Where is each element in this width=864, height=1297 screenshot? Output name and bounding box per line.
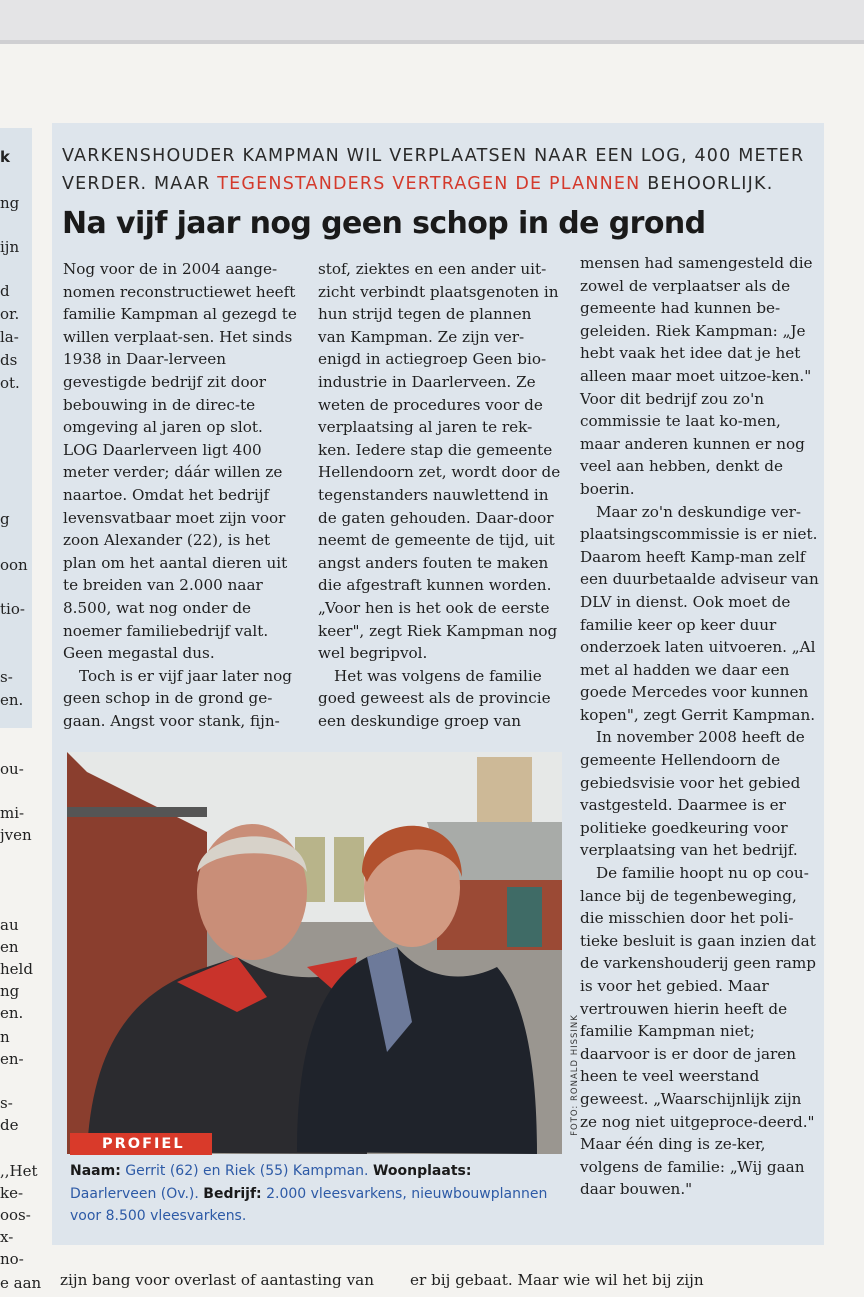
fragment-line: ng <box>0 194 20 212</box>
previous-article-box-fragment <box>0 128 32 728</box>
paragraph: Toch is er vijf jaar later nog geen schop in de grond ge-gaan. Angst voor stank, fijn- <box>63 666 293 730</box>
article-column-3 <box>580 252 820 1201</box>
paragraph: In november 2008 heeft de gemeente Hellendoorn de gebiedsvisie voor het gebied vastgesteld. Daarmee is er politieke goedkeuring voor verplaatsing van het bedrijf. <box>580 728 805 860</box>
caption-company-label: Bedrijf: <box>203 1185 262 1202</box>
kicker-highlight: TEGENSTANDERS VERTRAGEN DE PLANNEN <box>217 174 641 194</box>
portrait-photo <box>67 752 562 1154</box>
fragment-line: oos- <box>0 1206 31 1224</box>
fragment-line: ds <box>0 351 18 369</box>
fragment-line: ng <box>0 982 20 1000</box>
kicker-text-end: BEHOORLIJK. <box>640 174 774 194</box>
paragraph: mensen had samengesteld die zowel de verplaatser als de gemeente had kunnen be-geleiden. Riek Kampman: „Je hebt vaak het idee dat je het alleen maar moet uitzoe-ken." Voor dit bedrijf zou zo'n commissie te laat ko-men, maar anderen kunnen er nog veel aan hebben, denkt de boerin. <box>580 254 813 498</box>
fragment-line: en. <box>0 1004 24 1022</box>
page-edge-line <box>0 40 864 44</box>
fragment-line: mi- <box>0 804 25 822</box>
profile-badge: PROFIEL <box>70 1133 212 1155</box>
fragment-line: jven <box>0 826 32 844</box>
photo-illustration <box>67 752 562 1154</box>
fragment-line: k <box>0 148 10 166</box>
caption-residence-label: Woonplaats: <box>372 1163 472 1179</box>
photo-caption <box>70 1160 562 1228</box>
fragment-line: no- <box>0 1250 24 1268</box>
fragment-line: la- <box>0 328 19 346</box>
fragment-line: x- <box>0 1228 14 1246</box>
fragment-line: tio- <box>0 600 25 618</box>
fragment-line: or. <box>0 305 20 323</box>
article-column-1 <box>63 258 300 732</box>
fragment-line: ,,Het <box>0 1162 38 1180</box>
continuation-line-left: zijn bang voor overlast of aantasting van <box>60 1271 374 1289</box>
article-kicker <box>62 142 822 198</box>
fragment-line: e aan <box>0 1274 42 1292</box>
fragment-line: ou- <box>0 760 24 778</box>
article-headline: Na vijf jaar nog geen schop in de grond <box>62 206 706 241</box>
paragraph: Nog voor de in 2004 aange-nomen reconstructiewet heeft familie Kampman al gezegd te willen verplaat-sen. Het sinds 1938 in Daar-lerveen gevestigde bedrijf zit door bebouwing in de direc-te omgeving al jaren op slot. LOG Daarlerveen ligt 400 meter verder; dáár willen ze naartoe. Omdat het bedrijf levensvatbaar moet zijn voor zoon Alexander (22), is het plan om het aantal dieren uit te breiden van 2.000 naar 8.500, wat nog onder de noemer familiebedrijf valt. Geen megastal dus. <box>63 260 297 663</box>
previous-article-column-fragment <box>0 760 50 1297</box>
caption-company-value: 2.000 vleesvarkens, nieuwbouwplannen voor 8.500 vleesvarkens. <box>70 1185 548 1224</box>
page-top-margin <box>0 0 864 44</box>
photo-credit-text: FOTO: RONALD HISSINK <box>570 1014 580 1136</box>
paragraph: Maar zo'n deskundige ver-plaatsingscommissie is er niet. Daarom heeft Kamp-man zelf een duurbetaalde adviseur van DLV in dienst. Ook moet de familie keer op keer duur onderzoek laten uitvoeren. „Al met al hadden we daar een goede Mercedes voor kunnen kopen", zegt Gerrit Kampman. <box>580 502 819 724</box>
caption-name-label: Naam: <box>70 1163 121 1179</box>
caption-name-value: Gerrit (62) en Riek (55) Kampman. <box>120 1163 373 1179</box>
fragment-line: s- <box>0 668 13 686</box>
fragment-line: de <box>0 1116 19 1134</box>
fragment-line: en <box>0 938 19 956</box>
caption-residence-value: Daarlerveen (Ov.). <box>70 1185 204 1202</box>
paragraph: De familie hoopt nu op cou-lance bij de tegenbeweging, die misschien door het poli-tieke besluit is gaan inzien dat de varkenshouderij geen ramp is voor het gebied. Maar vertrouwen hierin heeft de familie Kampman niet; daarvoor is er door de jaren heen te veel weerstand geweest. „Waarschijnlijk zijn ze nog niet uitgeproce-deerd." Maar één ding is ze-ker, volgens de familie: „Wij gaan daar bouwen." <box>580 864 817 1199</box>
fragment-line: en- <box>0 1050 24 1068</box>
article-column-2 <box>318 258 563 732</box>
fragment-line: n <box>0 1028 10 1046</box>
fragment-line: en. <box>0 691 24 709</box>
paragraph: stof, ziektes en een ander uit-zicht verbindt plaatsgenoten in hun strijd tegen de plannen van Kampman. Ze zijn ver-enigd in actiegroep Geen bio-industrie in Daarlerveen. Ze weten de procedures voor de verplaatsing al jaren te rek-ken. Iedere stap die gemeente Hellendoorn zet, wordt door de tegenstanders nauwlettend in de gaten gehouden. Daar-door neemt de gemeente de tijd, uit angst anders fouten te maken die afgestraft kunnen worden. „Voor hen is het ook de eerste keer", zegt Riek Kampman nog wel begripvol. <box>318 260 561 663</box>
paragraph: Het was volgens de familie goed geweest als de provincie een deskundige groep van <box>318 666 551 730</box>
fragment-line: s- <box>0 1094 13 1112</box>
kicker-text: VARKENSHOUDER KAMPMAN WIL VERPLAATSEN NAAR EEN LOG, 400 METER VERDER. MAAR <box>62 146 805 194</box>
fragment-line: d <box>0 282 10 300</box>
fragment-line: held <box>0 960 33 978</box>
photo-credit <box>565 1010 579 1150</box>
fragment-line: ot. <box>0 374 20 392</box>
fragment-line: ijn <box>0 238 20 256</box>
fragment-line: g <box>0 510 10 528</box>
fragment-line: ke- <box>0 1184 24 1202</box>
fragment-line: oon <box>0 556 28 574</box>
fragment-line: au <box>0 916 19 934</box>
continuation-line-right: er bij gebaat. Maar wie wil het bij zijn <box>410 1271 704 1289</box>
